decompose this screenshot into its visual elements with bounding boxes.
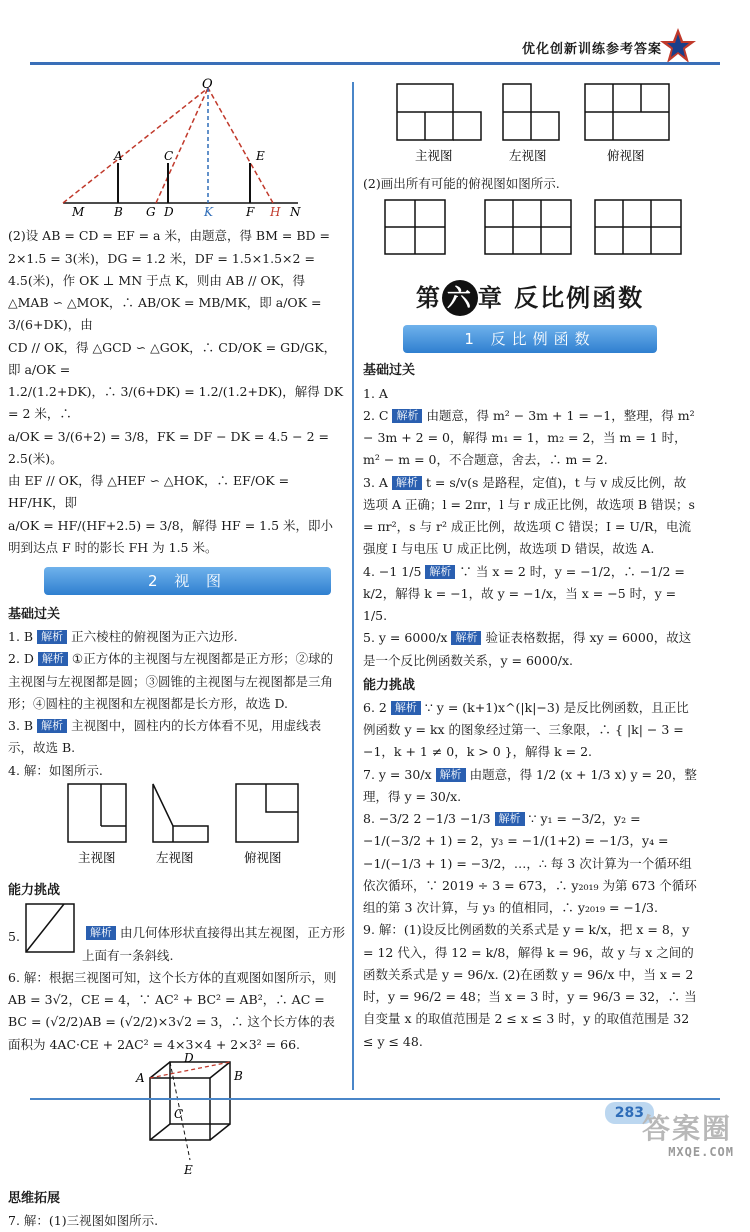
left-view-figure bbox=[24, 902, 78, 956]
answer-item: 8. −3/2 2 −1/3 −1/3 解析 ∵ y₁ = −3/2，y₂ = −1/(−3/2 + 1) = 2，y₃ = −1/(1+2) = −1/3，y₄ = −1/(−1/3 + 1) = −3/2，…，∴ 每 3 次计算为一个循环组依次循环，∵ 2019 ÷ 3 = 673，∴ y₂₀₁₉ 为第 673 个循环组的第 3 次计算，与 y₃ 的值相同，∴ y₂₀₁₉ = −1/3. bbox=[363, 811, 697, 916]
fig-label-H: H bbox=[270, 205, 281, 219]
answer-item: 9. 解：(1)设反比例函数的关系式是 y = k/x，把 x = 8，y = 12 代入，得 12 = k/8，解得 k = 96，故 y 与 x 之间的函数关系式是 y = 96/x. (2)在函数 y = 96/x 中，当 x = 2 时，y = 96/2 = 48；当 x = 3 时，y = 96/3 = 32，∴ 当自变量 x 的取值范围是 2 ≤ x ≤ 3 时，y 的取值范围是 32 ≤ y ≤ 48. bbox=[363, 922, 697, 1049]
section-bar-views: 2 视 图 bbox=[44, 567, 331, 595]
fig-label-D: D bbox=[164, 205, 174, 219]
answer-item: 2. C 解析 由题意，得 m² − 3m + 1 = −1，整理，得 m² − 3m + 2 = 0，解得 m₁ = 1，m₂ = 2，当 m = 1 时，m² − m = 0，不合题意，舍去，∴ m = 2. bbox=[363, 407, 695, 468]
section-heading-thinking: 思维拓展 bbox=[8, 1191, 61, 1206]
answer-item: 4. 解：如图所示. bbox=[8, 762, 103, 778]
section-heading-ability: 能力挑战 bbox=[8, 883, 61, 899]
solution-text: CD // OK，得 △GCD ∽ △GOK，∴ CD/OK = GD/GK，即 a/OK = bbox=[8, 339, 337, 377]
footer-rule bbox=[30, 1098, 720, 1100]
fig-label-F: F bbox=[246, 205, 255, 219]
fig-label-C: C bbox=[164, 149, 174, 163]
chapter-title: 第 六 章 反比例函数 bbox=[363, 277, 697, 320]
analysis-tag: 解析 bbox=[37, 630, 67, 644]
answer-item: 4. −1 1/5 解析 ∵ 当 x = 2 时，y = −1/2，∴ −1/2 = k/2，解得 k = −1，故 y = −1/x，当 x = −5 时，y = 1/5. bbox=[363, 563, 685, 624]
shadow-geometry-figure bbox=[8, 78, 345, 218]
view-caption: 主视图 bbox=[78, 849, 116, 865]
analysis-tag: 解析 bbox=[392, 476, 422, 490]
answer-item: 7. y = 30/x 解析 由题意，得 1/2 (x + 1/3 x) y = 20，整理，得 y = 30/x. bbox=[363, 766, 697, 804]
solution-text: (2)设 AB = CD = EF = a 米，由题意，得 BM = BD = 2×1.5 = 3(米)，DG = 1.2 米，DF = 1.5×1.5×2 = 4.5(米)，作 OK ⊥ MN 于点 K，则由 AB // OK，得 bbox=[8, 228, 330, 288]
answer-item: 3. A 解析 t = s/v(s 是路程，定值)，t 与 v 成反比例，故选项 A 正确；l = 2πr，l 与 r 成正比例，故选项 B 错误；s = πr²，s 与 r² 成正比例，故选项 C 错误；I = U/R，电流强度 I 与电压 U 成正比例，故选项 D 错误，故选 A. bbox=[363, 474, 695, 557]
cube-label-E: E bbox=[184, 1162, 193, 1177]
cube-label-D: D bbox=[184, 1050, 194, 1065]
analysis-tag: 解析 bbox=[391, 701, 421, 715]
solution-text: 1.2/(1.2+DK)，∴ 3/(6+DK) = 1.2/(1.2+DK)，解得 DK = 2 米，∴ bbox=[8, 384, 344, 422]
cube-label-B: B bbox=[234, 1068, 243, 1083]
answer-item: 6. 2 解析 ∵ y = (k+1)x^(|k|−3) 是反比例函数，且正比例函数 y = kx 的图象经过第一、三象限，∴ { |k| − 3 = −1，k + 1 ≠ 0，k > 0 }，解得 k = 2. bbox=[363, 699, 689, 760]
section-heading-basic: 基础过关 bbox=[363, 363, 416, 379]
answer-item: 6. 解：根据三视图可知，这个长方体的直观图如图所示，则 AB = 3√2，CE = 4，∵ AC² + BC² = AB²，∴ AC = BC = (√2/2)AB = (√2/2)×3√2 = 3，∴ 这个长方体的表面积为 4AC·CE + 2AC² = 4×3×4 + 2×3² = 66. bbox=[8, 969, 337, 1052]
section-heading-ability: 能力挑战 bbox=[363, 677, 416, 693]
solution-text: a/OK = 3/(6+2) = 3/8，FK = DF − DK = 4.5 − 2 = 2.5(米)。 bbox=[8, 428, 330, 466]
analysis-tag: 解析 bbox=[392, 409, 422, 423]
analysis-tag: 解析 bbox=[425, 565, 455, 579]
fig-label-E: E bbox=[256, 149, 265, 163]
analysis-tag: 解析 bbox=[436, 768, 466, 782]
solution-text: △MAB ∽ △MOK，∴ AB/OK = MB/MK，即 a/OK = 3/(6+DK)，由 bbox=[8, 295, 322, 333]
possible-top-views-figure bbox=[363, 196, 697, 258]
watermark-url: MXQE.COM bbox=[668, 1145, 734, 1159]
three-views-figure bbox=[8, 782, 345, 870]
header-rule bbox=[30, 62, 720, 65]
solution-text: 由 EF // OK，得 △HEF ∽ △HOK，∴ EF/OK = HF/HK，即 bbox=[8, 473, 290, 511]
view-caption: 左视图 bbox=[509, 148, 547, 163]
view-caption: 俯视图 bbox=[607, 148, 645, 163]
chapter-number-badge: 六 bbox=[442, 280, 478, 316]
answer-item: 1. B 解析 正六棱柱的俯视图为正六边形. bbox=[8, 629, 238, 645]
section-heading-basic: 基础过关 bbox=[8, 607, 61, 622]
fig-label-A: A bbox=[114, 149, 123, 163]
fig-label-K: K bbox=[204, 205, 213, 219]
answer-item: 3. B 解析 主视图中，圆柱内的长方体看不见，用虚线表示，故选 B. bbox=[8, 718, 322, 756]
analysis-tag: 解析 bbox=[37, 719, 67, 733]
fig-label-G: G bbox=[146, 205, 156, 219]
analysis-tag: 解析 bbox=[38, 652, 68, 666]
section-bar-inverse: 1 反比例函数 bbox=[403, 325, 657, 353]
right-column bbox=[363, 78, 697, 1053]
fig-label-O: O bbox=[202, 77, 213, 92]
watermark-logo: 答案圈 bbox=[641, 1112, 732, 1145]
fig-label-B: B bbox=[114, 205, 123, 219]
column-divider bbox=[352, 82, 354, 1090]
answer-item: 7. 解：(1)三视图如图所示. bbox=[8, 1213, 159, 1229]
left-column bbox=[8, 78, 345, 1232]
answer-item: 5. y = 6000/x 解析 验证表格数据，得 xy = 6000，故这是一个反比例函数关系，y = 6000/x. bbox=[363, 630, 692, 668]
cuboid-figure bbox=[8, 1050, 345, 1178]
analysis-tag: 解析 bbox=[451, 631, 481, 645]
cube-label-A: A bbox=[136, 1070, 145, 1085]
cube-label-C: C bbox=[174, 1106, 184, 1121]
view-caption: 俯视图 bbox=[244, 849, 282, 865]
view-caption: 左视图 bbox=[156, 849, 194, 865]
fig-label-M: M bbox=[72, 205, 85, 219]
three-views-figure-q7 bbox=[363, 78, 697, 166]
fig-label-N: N bbox=[290, 205, 301, 219]
answer-item: 2. D 解析 ①正方体的主视图与左视图都是正方形；②球的主视图与左视图都是圆；③圆锥的主视图与左视图都是三角形；④圆柱的主视图和左视图都是长方形，故选 D. bbox=[8, 651, 334, 711]
solution-text: a/OK = HF/(HF+2.5) = 3/8，解得 HF = 1.5 米，即小明到达点 F 时的影长 FH 为 1.5 米。 bbox=[8, 517, 333, 555]
header-title: 优化创新训练参考答案 bbox=[521, 42, 662, 57]
answer-item: (2)画出所有可能的俯视图如图所示. bbox=[363, 176, 560, 192]
answer-item: 5. 解析 由几何体形状直接得出其左视图，正方形上面有一条斜线. bbox=[8, 902, 345, 967]
star-logo-icon bbox=[658, 26, 698, 66]
answer-item: 1. A bbox=[363, 385, 388, 401]
page-number: 283 bbox=[605, 1102, 654, 1124]
analysis-tag: 解析 bbox=[86, 926, 116, 940]
view-caption: 主视图 bbox=[415, 148, 453, 163]
analysis-tag: 解析 bbox=[495, 812, 525, 826]
